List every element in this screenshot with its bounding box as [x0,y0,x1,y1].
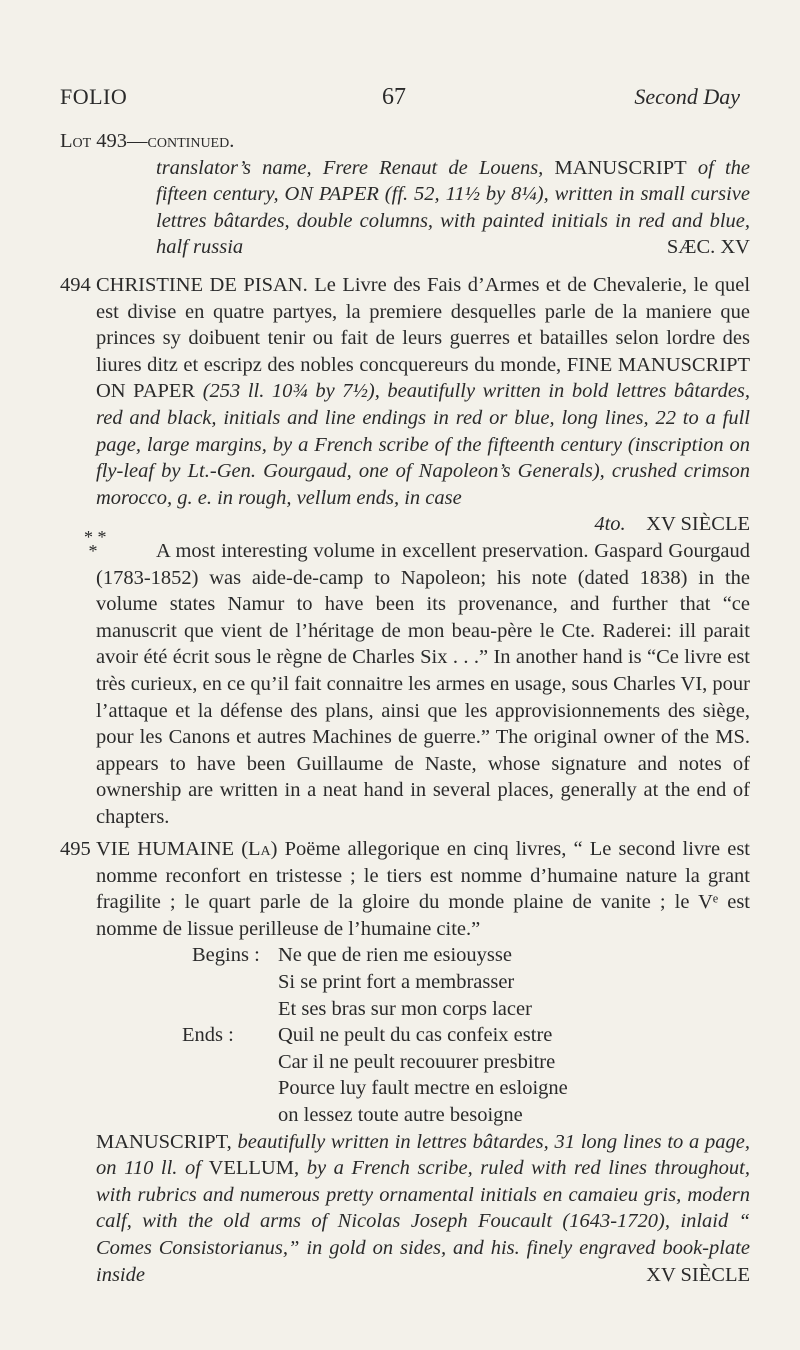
header-day: Second Day [634,84,740,109]
lot-493-translator: translator’s name, Frere Renaut de Louens, [156,156,544,179]
lot-494-number: 494 [60,274,91,296]
lot-493-continued [60,128,750,261]
ends-label: Ends : [182,1024,234,1047]
begins-label: Begins : [192,944,260,967]
lot-494-title: Le Livre des Fais d’Armes et de Chevalerie, le quel est divise en quatre partyes, la premiere desquelles parle de la maniere que princes sy doibuent tenir ou fait de leurs guerres et batailles selon lordre des liures ditz et escripz des nobles concquereurs du monde, [96,274,751,376]
lot-495-manuscript: MANUSCRIPT, [96,1130,232,1153]
begins-line-2: Si se print fort a membrasser [278,970,515,993]
lot-493-description: of the fifteen century, ON PAPER (ff. 52, 11½ by 8¼), written in small cursive lettres bâtardes, double columns, with painted initials in red and blue, half russia [156,156,750,259]
begins-line-3: Et ses bras sur mon corps lacer [278,997,532,1020]
lot-495-title: Poëme allegorique en cinq livres, “ Le second livre est nomme reconfort en tristesse ; le tiers est nomme d’humaine nature la grant fragilite ; le quart parle de la gloire du monde plaine de vanite ; le Vᵉ est nomme de lissue perilleuse de l’humaine cite.” [96,838,751,940]
ends-line-2: Car il ne peult recouurer presbitre [278,1050,556,1073]
begins-line-1: Ne que de rien me esiouysse [278,944,512,967]
lot-494-format-century [96,511,750,538]
lot-494-format: 4to. [594,513,626,536]
lot-495-century: XV SIÈCLE [646,1263,750,1286]
lot-495-title-sc: VIE HUMAINE (La) [96,838,278,860]
lot-494-author: CHRISTINE DE PISAN. [96,274,308,296]
lot-494-century: XV SIÈCLE [646,513,750,536]
lot-494 [60,272,750,830]
lot-493-manuscript: MANUSCRIPT [554,156,687,179]
lot-494-note: A most interesting volume in excellent preservation. Gaspard Gourgaud (1783-1852) was aide-de-camp to Napoleon; his note (dated 1838) in the volume states Namur to have been its provenance, and further that “ce manuscrit que vient de l’héritage de mon beau-père le Cte. Raderei: ill parait avoir été écrit sous le règne de Charles Six . . .” In another hand is “Ce livre est très curieux, en ce qu’il fait connaitre les armes en usage, sous Charles VI, pour l’attaque et la défense des plans, ainsi que les approvisionnements des siège, pour les Canons et autres Machines de guerre.” The original owner of the MS. appears to have been Guillaume de Naste, whose signature and notes of ownership are written in a neat hand in several places, generally at the end of chapters. [96,539,750,828]
lot-493-text [156,155,750,261]
ends-line-1: Quil ne peult du cas confeix estre [278,1024,553,1047]
running-header [0,84,800,114]
lot-495-vellum: VELLUM, [208,1157,300,1180]
header-folio: FOLIO [60,84,128,109]
asterisks-ornament: * * * [84,526,107,561]
lot-493-label: Lot 493—continued. [60,130,235,152]
lot-495 [60,836,750,1288]
lot-495-description2: by a French scribe, ruled with red lines throughout, with rubrics and numerous pretty ornamental initials en camaieu gris, modern calf, with the old arms of Nicolas Joseph Foucault (1643-1720), inlaid “ Comes Consistorianus,” in gold on sides, and his. finely engraved book-plate inside [96,1157,751,1286]
lot-495-incipit [182,942,750,1128]
lot-495-number: 495 [60,838,91,860]
page-number: 67 [382,84,406,110]
lot-494-fine-ms: FINE MANUSCRIPT ON PAPER [96,353,750,403]
lot-495-description: beautifully written in lettres bâtardes, 31 long lines to a page, on 110 ll. of [96,1130,751,1180]
lot-494-details: (253 ll. 10¾ by 7½), beautifully written in bold lettres bâtardes, red and black, initials and line endings in red or blue, long lines, 22 to a full page, large margins, by a French scribe of the fifteenth century (inscription on fly-leaf by Lt.-Gen. Gourgaud, one of Napoleon’s Generals), crushed crimson morocco, g. e. in rough, vellum ends, in case [96,380,751,509]
lot-493-century: SÆC. XV [666,236,750,259]
ends-line-3: Pource luy fault mectre en esloigne [278,1077,568,1100]
ends-line-4: on lessez toute autre besoigne [278,1103,523,1126]
